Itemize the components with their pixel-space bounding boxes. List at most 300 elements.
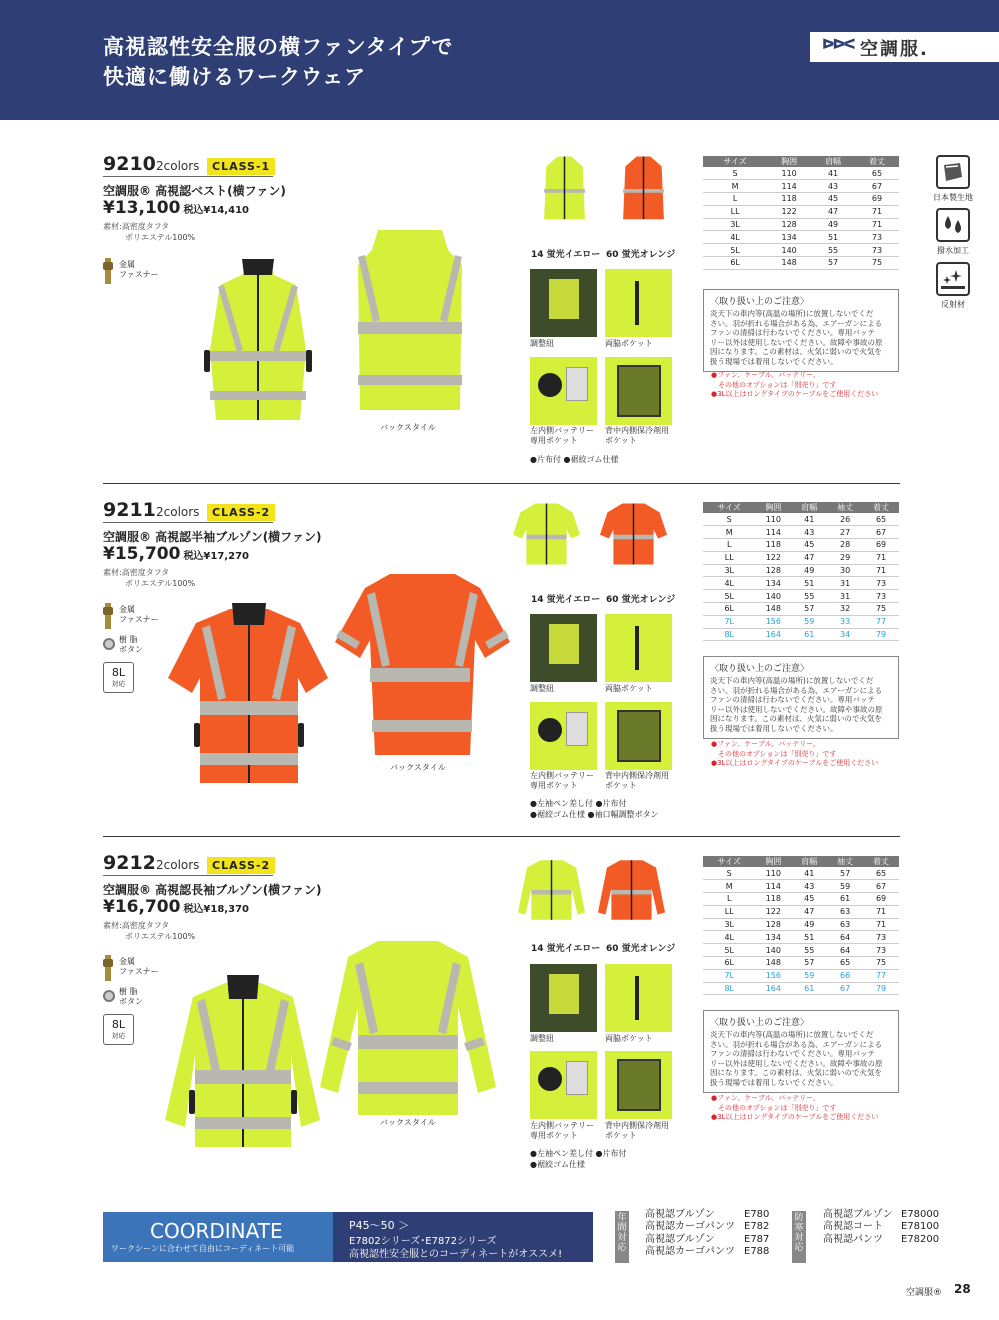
size-table-cell: 118: [755, 893, 791, 906]
size-table-cell: 47: [811, 205, 855, 218]
size-table-cell: S: [703, 867, 755, 880]
caption-battery-line-2: 専用ポケット: [530, 781, 578, 790]
tag-year-round: 年間対応: [615, 1211, 629, 1263]
button-label-1: 樹 脂: [119, 635, 138, 644]
size-table-cell: 128: [755, 918, 791, 931]
zip-label-1: 金属: [119, 260, 135, 269]
option-note: ●ファン、ケーブル、バッテリー、: [711, 740, 820, 748]
size-table-cell: 30: [827, 564, 863, 577]
size-table-cell: 67: [855, 180, 899, 193]
size-table-cell: 140: [767, 244, 811, 257]
size-table-cell: 69: [863, 539, 899, 552]
size-table-row: [703, 893, 899, 906]
material-info: [103, 567, 195, 589]
size-table: [703, 856, 899, 995]
option-notes: [711, 1094, 878, 1123]
caption-cooling-line-1: 背中内側保冷剤用: [605, 426, 669, 435]
battery-pocket-photo: [530, 357, 597, 425]
resin-button-icon: [103, 638, 115, 650]
size-table-cell: 61: [827, 893, 863, 906]
water-drops-icon: [936, 208, 970, 242]
size-table-cell: 164: [755, 628, 791, 641]
size-table-cell: 4L: [703, 931, 755, 944]
side-pocket-photo: [605, 964, 672, 1032]
size-table-row: [703, 526, 899, 539]
size-table-cell: 55: [791, 590, 827, 603]
size-table-header: サイズ: [703, 856, 755, 867]
heading-rule: [103, 522, 273, 523]
product-price: [103, 198, 249, 218]
size-table-cell: S: [703, 513, 755, 526]
caption-side-pocket: 両脇ポケット: [605, 339, 653, 348]
size-table-cell: 77: [863, 615, 899, 628]
size-table-row: [703, 577, 899, 590]
coordinate-item-code: E787: [744, 1233, 770, 1245]
size-table-cell: M: [703, 880, 755, 893]
size-table-cell: 118: [767, 193, 811, 206]
coordinate-item-name: 高視認コート: [823, 1221, 883, 1233]
caption-battery-pocket: [530, 771, 594, 791]
coordinate-item-name: 高視認ブルゾン: [645, 1209, 715, 1220]
battery-pocket-photo: [530, 1051, 597, 1119]
size-table-cell: 8L: [703, 628, 755, 641]
size-table-cell: 69: [855, 193, 899, 206]
coordinate-item-name: 高視認ブルゾン: [645, 1233, 715, 1245]
caption-cooling-line-2: ポケット: [605, 436, 637, 445]
handling-title: 〈取り扱い上のご注意〉: [710, 297, 810, 307]
product-name: 空調服® 高視認半袖ブルゾン(横ファン): [103, 530, 322, 544]
size-table-cell: 71: [863, 918, 899, 931]
size-table-row: [703, 918, 899, 931]
size-table-cell: 59: [827, 880, 863, 893]
caption-battery-line-2: 専用ポケット: [530, 1131, 578, 1140]
header-title-line-2: 快適に働けるワークウェア: [103, 65, 367, 89]
size-8l-label: 8L: [111, 1018, 126, 1031]
size-table-cell: 140: [755, 944, 791, 957]
size-table-cell: 64: [827, 944, 863, 957]
size-table-cell: 63: [827, 905, 863, 918]
feature-label: 日本製生地: [933, 193, 973, 202]
option-note: その他のオプションは「別売り」です: [711, 749, 837, 758]
material-label: 素材:高密度タフタ: [103, 222, 170, 231]
size-table-cell: 51: [791, 931, 827, 944]
size-table-row: [703, 867, 899, 880]
adjust-cord-photo: [530, 614, 597, 682]
size-table-cell: 73: [863, 590, 899, 603]
size-table-cell: 77: [863, 969, 899, 982]
size-table-header: 胸囲: [767, 156, 811, 167]
size-table-row: [703, 167, 899, 180]
size-table-cell: 128: [755, 564, 791, 577]
size-table-cell: 75: [855, 257, 899, 270]
caption-side-pocket: 両脇ポケット: [605, 684, 653, 693]
feature-note: ●左袖ペン差し付 ●片布付: [530, 799, 627, 808]
handling-notice: [703, 656, 899, 739]
size-table-cell: 31: [827, 577, 863, 590]
brand-name: 空調服.: [860, 39, 929, 60]
option-notes: [711, 740, 878, 769]
size-table-cell: 31: [827, 590, 863, 603]
vest-back-photo: [350, 225, 470, 415]
handling-line: 因になります。この素材は、火気に弱いので火気を: [710, 714, 882, 724]
handling-line: 炎天下の車内等(高温の場所)に放置しないでくだ: [710, 309, 874, 318]
size-table-header: 胸囲: [755, 856, 791, 867]
short-sleeve-front-photo: [160, 603, 335, 788]
zip-label-2: ファスナー: [119, 270, 159, 279]
size-table-cell: 55: [791, 944, 827, 957]
size-table-cell: 118: [755, 539, 791, 552]
coordinate-reference[interactable]: [333, 1212, 593, 1262]
reflective-icon: [936, 262, 970, 296]
handling-line: 扱う現場では着用しないでください。: [710, 356, 838, 366]
size-table-cell: 65: [855, 167, 899, 180]
heading-rule: [103, 176, 273, 177]
handling-line: リー以外は使用しないでください。故障や事故の原: [710, 337, 883, 347]
size-table-header: 着丈: [863, 502, 899, 513]
size-table-cell: 114: [755, 526, 791, 539]
size-table: [703, 156, 899, 270]
color-caption-orange: 60 蛍光オレンジ: [606, 250, 676, 260]
size-table-cell: 71: [863, 564, 899, 577]
size-table-cell: 71: [855, 205, 899, 218]
size-table-cell: 7L: [703, 615, 755, 628]
size-table-cell: 28: [827, 539, 863, 552]
size-table-row: [703, 615, 899, 628]
feature-label: 撥水加工: [937, 246, 969, 255]
size-table-cell: 45: [791, 539, 827, 552]
color-count: 2colors: [156, 858, 200, 872]
tax-price: 税込¥14,410: [183, 205, 249, 216]
size-table-row: [703, 564, 899, 577]
coordinate-item-code: E78200: [901, 1233, 940, 1245]
size-table-cell: 29: [827, 551, 863, 564]
size-table-cell: 5L: [703, 244, 767, 257]
size-table-cell: 73: [855, 231, 899, 244]
coordinate-item-name: 高視認カーゴパンツ: [645, 1221, 735, 1233]
size-table-row: [703, 603, 899, 616]
footer-brand: 空調服®: [906, 1288, 943, 1298]
battery-pocket-photo: [530, 702, 597, 770]
price-value: ¥15,700: [103, 544, 181, 564]
button-label-2: ボタン: [119, 997, 143, 1006]
feature-fabric: [933, 155, 973, 203]
caption-side-pocket: 両脇ポケット: [605, 1034, 653, 1043]
size-table-cell: 110: [755, 513, 791, 526]
size-table-cell: 79: [863, 982, 899, 995]
caption-adjust-cord: 調整紐: [530, 684, 554, 693]
size-table-cell: 67: [863, 880, 899, 893]
size-table-cell: 73: [863, 931, 899, 944]
size-table-cell: 32: [827, 603, 863, 616]
size-table-row: [703, 957, 899, 970]
size-table-cell: 4L: [703, 577, 755, 590]
handling-notice: [703, 1010, 899, 1093]
color-count: 2colors: [156, 159, 200, 173]
size-table-cell: 71: [855, 218, 899, 231]
zip-label-1: 金属: [119, 605, 135, 614]
zipper-icon: [103, 955, 113, 981]
zip-label-1: 金属: [119, 957, 135, 966]
handling-title: 〈取り扱い上のご注意〉: [710, 664, 810, 674]
size-table-cell: 26: [827, 513, 863, 526]
coordinate-banner: [103, 1212, 333, 1262]
coordinate-item-name: 高視認カーゴパンツ: [645, 1245, 735, 1257]
caption-cooling-line-2: ポケット: [605, 1131, 637, 1140]
size-table-header: サイズ: [703, 156, 767, 167]
option-note: ●3L以上はロングタイプのケーブルをご使用ください: [711, 1113, 879, 1121]
tag-cold-weather: 防寒対応: [792, 1211, 806, 1263]
size-table-cell: 41: [791, 513, 827, 526]
feature-note: ●片布付 ●裾絞ゴム仕様: [530, 455, 619, 464]
button-label-1: 樹 脂: [119, 987, 138, 996]
vest-front-photo: [188, 255, 328, 425]
size-table-cell: 3L: [703, 918, 755, 931]
back-style-caption: バックスタイル: [380, 1118, 436, 1127]
color-count: 2colors: [156, 505, 200, 519]
option-note: ●3L以上はロングタイプのケーブルをご使用ください: [711, 759, 879, 767]
size-table-cell: 67: [827, 982, 863, 995]
option-notes: [711, 371, 878, 400]
coordinate-item-code: E78000: [901, 1209, 940, 1220]
size-8l-badge: [103, 662, 134, 693]
yellow-vest-thumb: [531, 155, 598, 223]
size-table-cell: L: [703, 539, 755, 552]
size-table-header: 胸囲: [755, 502, 791, 513]
caption-battery-line-1: 左内側バッテリー: [530, 771, 594, 780]
size-8l-sub: 対応: [111, 680, 126, 688]
yellow-short-sleeve-thumb: [513, 500, 580, 568]
size-table-cell: 41: [791, 867, 827, 880]
color-caption-orange: 60 蛍光オレンジ: [606, 595, 676, 605]
price-value: ¥13,100: [103, 198, 181, 218]
option-note: ●ファン、ケーブル、バッテリー、: [711, 371, 820, 379]
model-number: 9212: [103, 852, 156, 874]
feature-note: ●裾絞ゴム仕様 ●袖口幅調整ボタン: [530, 810, 659, 819]
coordinate-item-name: 高視認ブルゾン: [823, 1209, 893, 1220]
coordinate-page-link[interactable]: P45〜50 ＞: [349, 1219, 410, 1232]
size-table-cell: 43: [811, 180, 855, 193]
size-table-cell: 6L: [703, 957, 755, 970]
size-table-cell: 47: [791, 551, 827, 564]
handling-line: 扱う現場では着用しないでください。: [710, 723, 838, 733]
size-table-cell: 164: [755, 982, 791, 995]
brand-logo: [810, 32, 999, 62]
feature-water-repellent: [933, 208, 973, 256]
size-table-cell: 7L: [703, 969, 755, 982]
heading-rule: [103, 875, 273, 876]
zip-label-2: ファスナー: [119, 615, 159, 624]
size-table-cell: 3L: [703, 218, 767, 231]
caption-adjust-cord: 調整紐: [530, 1034, 554, 1043]
size-8l-sub: 対応: [111, 1032, 126, 1040]
product-name: 空調服® 高視認長袖ブルゾン(横ファン): [103, 883, 322, 897]
size-table-cell: 114: [755, 880, 791, 893]
size-table-cell: 57: [811, 257, 855, 270]
size-table-cell: 148: [755, 603, 791, 616]
handling-line: ファンの清掃は行わないでください。専用バッテ: [710, 1049, 875, 1059]
handling-line: 扱う現場では着用しないでください。: [710, 1077, 838, 1087]
size-table-row: [703, 205, 899, 218]
option-note: ●ファン、ケーブル、バッテリー、: [711, 1094, 820, 1102]
side-pocket-photo: [605, 614, 672, 682]
size-table-row: [703, 628, 899, 641]
size-table-cell: 59: [791, 615, 827, 628]
caption-battery-pocket: [530, 426, 594, 446]
size-table-cell: L: [703, 893, 755, 906]
class-badge: CLASS-2: [207, 857, 275, 874]
size-table-cell: 51: [811, 231, 855, 244]
size-table-row: [703, 193, 899, 206]
material-value: ポリエステル100%: [125, 233, 196, 242]
feature-reflective: [933, 262, 973, 310]
adjust-cord-photo: [530, 964, 597, 1032]
handling-line: リー以外は使用しないでください。故障や事故の原: [710, 704, 883, 714]
caption-battery-line-1: 左内側バッテリー: [530, 1121, 594, 1130]
size-table-cell: 63: [827, 918, 863, 931]
size-table-cell: 57: [827, 867, 863, 880]
size-table-row: [703, 969, 899, 982]
handling-line: 炎天下の車内等(高温の場所)に放置しないでくだ: [710, 1030, 874, 1039]
size-table-cell: 41: [811, 167, 855, 180]
size-table-cell: 71: [863, 551, 899, 564]
material-label: 素材:高密度タフタ: [103, 921, 170, 930]
size-table-cell: 4L: [703, 231, 767, 244]
tax-price: 税込¥18,370: [183, 904, 249, 915]
size-table-cell: 122: [755, 905, 791, 918]
coordinate-item-code: E78100: [901, 1221, 940, 1233]
caption-battery-line-2: 専用ポケット: [530, 436, 578, 445]
size-table-header: 肩幅: [811, 156, 855, 167]
size-table-cell: 6L: [703, 603, 755, 616]
model-number: 9210: [103, 153, 156, 175]
size-8l-badge: [103, 1014, 134, 1045]
size-table-row: [703, 905, 899, 918]
size-table-header: 袖丈: [827, 502, 863, 513]
size-table-cell: 156: [755, 615, 791, 628]
size-table-cell: 51: [791, 577, 827, 590]
product-price: [103, 897, 249, 917]
size-table-cell: 65: [827, 957, 863, 970]
coordinate-item-name: 高視認パンツ: [823, 1233, 883, 1245]
handling-notice: [703, 289, 899, 372]
coordinate-item-code: E782: [744, 1221, 770, 1233]
size-table-row: [703, 931, 899, 944]
size-table-header: サイズ: [703, 502, 755, 513]
size-table-cell: 65: [863, 867, 899, 880]
size-table-row: [703, 513, 899, 526]
size-table-cell: 148: [767, 257, 811, 270]
size-table-cell: 122: [755, 551, 791, 564]
handling-line: ファンの清掃は行わないでください。専用バッテ: [710, 328, 875, 338]
resin-button-icon: [103, 990, 115, 1002]
coordinate-series: E7802シリーズ･E7872シリーズ: [349, 1236, 497, 1247]
coordinate-recommend: 高視認性安全服とのコーディネートがオススメ!: [349, 1249, 563, 1260]
orange-vest-thumb: [610, 155, 677, 223]
size-table-row: [703, 880, 899, 893]
size-table-header: 着丈: [855, 156, 899, 167]
material-value: ポリエステル100%: [125, 932, 196, 941]
zipper-icon: [103, 258, 113, 284]
size-table: [703, 502, 899, 641]
year-round-list: [645, 1209, 775, 1258]
color-caption-yellow: 14 蛍光イエロー: [531, 250, 601, 260]
size-table-cell: 66: [827, 969, 863, 982]
size-table-cell: 67: [863, 526, 899, 539]
cold-weather-list: [823, 1209, 943, 1246]
size-table-cell: 43: [791, 880, 827, 893]
size-table-cell: 5L: [703, 590, 755, 603]
size-table-cell: 59: [791, 969, 827, 982]
caption-battery-pocket: [530, 1121, 594, 1141]
size-table-header: 袖丈: [827, 856, 863, 867]
size-table-cell: 57: [791, 957, 827, 970]
material-label: 素材:高密度タフタ: [103, 568, 170, 577]
brand-mark-icon: ᐅᐅᐸ: [822, 37, 854, 53]
size-table-row: [703, 590, 899, 603]
size-table-cell: 49: [811, 218, 855, 231]
size-table-cell: 134: [767, 231, 811, 244]
size-table-cell: 47: [791, 905, 827, 918]
fabric-icon: [936, 155, 970, 189]
size-table-cell: LL: [703, 205, 767, 218]
size-table-cell: 156: [755, 969, 791, 982]
model-number: 9211: [103, 499, 156, 521]
header-title: [103, 32, 453, 92]
size-table-cell: LL: [703, 551, 755, 564]
handling-line: リー以外は使用しないでください。故障や事故の原: [710, 1058, 883, 1068]
size-8l-label: 8L: [111, 666, 126, 679]
size-table-cell: 134: [755, 577, 791, 590]
color-caption-yellow: 14 蛍光イエロー: [531, 595, 601, 605]
yellow-long-sleeve-thumb: [518, 856, 585, 924]
zip-label-2: ファスナー: [119, 967, 159, 976]
cooling-pocket-photo: [605, 357, 672, 425]
size-table-row: [703, 231, 899, 244]
tax-price: 税込¥17,270: [183, 551, 249, 562]
long-sleeve-back-photo: [318, 937, 498, 1119]
size-table-cell: 57: [791, 603, 827, 616]
caption-cooling-line-1: 背中内側保冷剤用: [605, 1121, 669, 1130]
size-table-row: [703, 539, 899, 552]
size-table-cell: 134: [755, 931, 791, 944]
page-header: [0, 0, 999, 120]
size-table-cell: 75: [863, 603, 899, 616]
handling-line: さい。羽が折れる場合がある為、エアーガンによる: [710, 685, 883, 695]
size-table-cell: 43: [791, 526, 827, 539]
side-pocket-photo: [605, 269, 672, 337]
adjust-cord-photo: [530, 269, 597, 337]
feature-note: ●裾絞ゴム仕様: [530, 1160, 585, 1169]
option-note: その他のオプションは「別売り」です: [711, 380, 837, 389]
size-table-row: [703, 244, 899, 257]
caption-cooling-pocket: [605, 771, 669, 791]
size-table-cell: M: [703, 180, 767, 193]
size-table-header: 肩幅: [791, 856, 827, 867]
color-caption-yellow: 14 蛍光イエロー: [531, 944, 601, 954]
size-table-cell: S: [703, 167, 767, 180]
orange-long-sleeve-thumb: [598, 856, 665, 924]
size-table-row: [703, 218, 899, 231]
option-note: ●3L以上はロングタイプのケーブルをご使用ください: [711, 390, 879, 398]
handling-line: さい。羽が折れる場合がある為、エアーガンによる: [710, 1039, 883, 1049]
back-style-caption: バックスタイル: [390, 763, 446, 772]
size-table-row: [703, 551, 899, 564]
size-table-cell: 34: [827, 628, 863, 641]
size-table-cell: 45: [811, 193, 855, 206]
size-table-cell: 49: [791, 564, 827, 577]
handling-line: 因になります。この素材は、火気に弱いので火気を: [710, 347, 882, 357]
cooling-pocket-photo: [605, 1051, 672, 1119]
